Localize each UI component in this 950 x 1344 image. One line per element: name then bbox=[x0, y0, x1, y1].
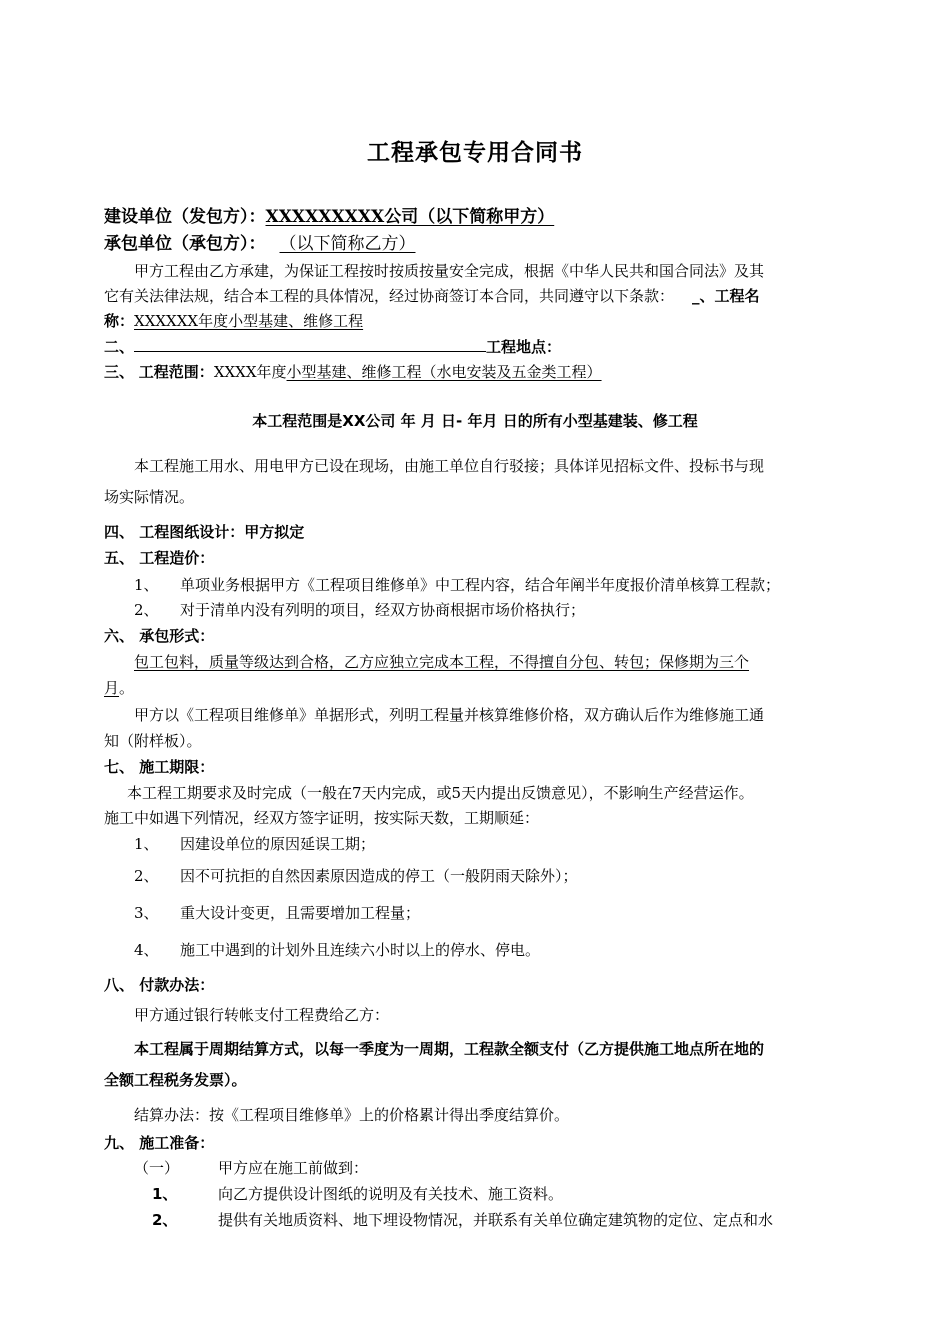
blank-field bbox=[134, 337, 486, 352]
scope-statement: 本工程范围是XX公司 年 月 日- 年月 日的所有小型基建装、修工程 bbox=[252, 412, 698, 430]
prep-subsection-number: （一） bbox=[134, 1159, 180, 1177]
prep-item-2-text: 提供有关地质资料、地下埋设物情况，并联系有关单位确定建筑物的定位、定点和水 bbox=[218, 1211, 774, 1229]
delay-item-3 bbox=[134, 903, 420, 923]
repair-order-line-2: 知（附样板）。 bbox=[104, 732, 202, 750]
settlement-line: 结算办法：按《工程项目维修单》上的价格累计得出季度结算价。 bbox=[134, 1106, 570, 1124]
delay-item-4 bbox=[134, 940, 540, 960]
delay-item-1-text: 因建设单位的原因延误工期； bbox=[180, 835, 376, 853]
section-6-heading: 六、 承包形式： bbox=[104, 627, 215, 645]
prep-item-2 bbox=[152, 1210, 773, 1230]
contractor-value: （以下简称乙方） bbox=[279, 234, 416, 254]
delay-item-2-number: 2、 bbox=[134, 867, 159, 885]
payment-bold-line-1: 本工程属于周期结算方式，以每一季度为一周期，工程款全额支付（乙方提供施工地点所在地的 bbox=[134, 1040, 765, 1058]
section-9-heading: 九、 施工准备： bbox=[104, 1134, 215, 1152]
cost-item-2 bbox=[134, 600, 585, 620]
cost-item-2-number: 2、 bbox=[134, 601, 159, 619]
scope-value-year: XXXX年度 bbox=[213, 363, 287, 381]
utilities-line-1: 本工程施工用水、用电甲方已设在现场，由施工单位自行驳接；具体详见招标文件、投标书与现 bbox=[134, 457, 765, 475]
prep-item-1 bbox=[152, 1184, 563, 1204]
intro-line-2 bbox=[104, 286, 760, 306]
delay-item-2 bbox=[134, 866, 578, 886]
section-3-number: 三、 bbox=[104, 363, 135, 381]
project-name-line bbox=[104, 311, 363, 331]
location-label: 工程地点： bbox=[486, 338, 562, 356]
section-2-line bbox=[104, 337, 561, 357]
prep-subsection bbox=[134, 1158, 368, 1178]
contractor-label: 承包单位（承包方）： bbox=[104, 234, 266, 254]
client-value: XXXXXXXXX公司（以下简称甲方） bbox=[265, 207, 555, 227]
cost-item-1 bbox=[134, 575, 780, 595]
prep-item-1-number: 1、 bbox=[152, 1185, 178, 1203]
project-name-value: XXXXXX年度小型基建、维修工程 bbox=[134, 312, 364, 330]
document-title: 工程承包专用合同书 bbox=[367, 140, 583, 166]
project-name-label-end: 称： bbox=[104, 312, 135, 330]
delay-item-4-number: 4、 bbox=[134, 941, 159, 959]
delay-item-3-text: 重大设计变更，且需要增加工程量； bbox=[180, 904, 421, 922]
section-5-heading: 五、 工程造价： bbox=[104, 549, 215, 567]
section-7-heading: 七、 施工期限： bbox=[104, 758, 215, 776]
prep-item-2-number: 2、 bbox=[152, 1211, 178, 1229]
contract-form-line-1: 包工包料，质量等级达到合格，乙方应独立完成本工程，不得擅自分包、转包；保修期为三个 bbox=[134, 653, 750, 671]
delay-item-1 bbox=[134, 834, 375, 854]
client-line bbox=[104, 207, 554, 227]
cost-item-2-text: 对于清单内没有列明的项目，经双方协商根据市场价格执行； bbox=[180, 601, 586, 619]
repair-order-line-1: 甲方以《工程项目维修单》单据形式，列明工程量并核算维修价格，双方确认后作为维修施工通 bbox=[134, 706, 765, 724]
delay-item-2-text: 因不可抗拒的自然因素原因造成的停工（一般阴雨天除外）； bbox=[180, 867, 578, 885]
client-label: 建设单位（发包方）： bbox=[104, 207, 266, 227]
cost-item-1-number: 1、 bbox=[134, 576, 159, 594]
prep-subsection-text: 甲方应在施工前做到： bbox=[218, 1159, 369, 1177]
intro-line-2-text: 它有关法律法规，结合本工程的具体情况，经过协商签订本合同，共同遵守以下条款： bbox=[104, 287, 675, 305]
schedule-line-1: 本工程工期要求及时完成（一般在7天内完成，或5天内提出反馈意见），不影响生产经营运作。 bbox=[127, 784, 754, 802]
payment-line-1: 甲方通过银行转帐支付工程费给乙方： bbox=[134, 1006, 390, 1024]
section-2-number: 二、 bbox=[104, 338, 135, 356]
intro-line-1: 甲方工程由乙方承建，为保证工程按时按质按量安全完成，根据《中华人民共和国合同法》及其 bbox=[134, 262, 765, 280]
payment-bold-line-2: 全额工程税务发票）。 bbox=[104, 1071, 247, 1089]
contractor-line bbox=[104, 234, 416, 254]
delay-item-1-number: 1、 bbox=[134, 835, 159, 853]
cost-item-1-text: 单项业务根据甲方《工程项目维修单》中工程内容，结合年阐半年度报价清单核算工程款； bbox=[180, 576, 781, 594]
schedule-line-2: 施工中如遇下列情况，经双方签字证明，按实际天数，工期顺延： bbox=[104, 809, 540, 827]
section-8-heading: 八、 付款办法： bbox=[104, 976, 215, 994]
section-3-line bbox=[104, 362, 602, 382]
contract-form-line-2-tail: 。 bbox=[119, 679, 135, 697]
delay-item-3-number: 3、 bbox=[134, 904, 159, 922]
prep-item-1-text: 向乙方提供设计图纸的说明及有关技术、施工资料。 bbox=[218, 1185, 564, 1203]
scope-label: 工程范围： bbox=[138, 363, 214, 381]
scope-value: 小型基建、维修工程（水电安装及五金类工程） bbox=[286, 363, 602, 381]
project-name-label-start: _、工程名 bbox=[692, 287, 760, 305]
delay-item-4-text: 施工中遇到的计划外且连续六小时以上的停水、停电。 bbox=[180, 941, 541, 959]
utilities-line-2: 场实际情况。 bbox=[104, 488, 195, 506]
section-4-heading: 四、 工程图纸设计：甲方拟定 bbox=[104, 523, 305, 541]
contract-form-line-2-text: 月 bbox=[104, 679, 120, 697]
contract-form-line-2 bbox=[104, 678, 134, 698]
